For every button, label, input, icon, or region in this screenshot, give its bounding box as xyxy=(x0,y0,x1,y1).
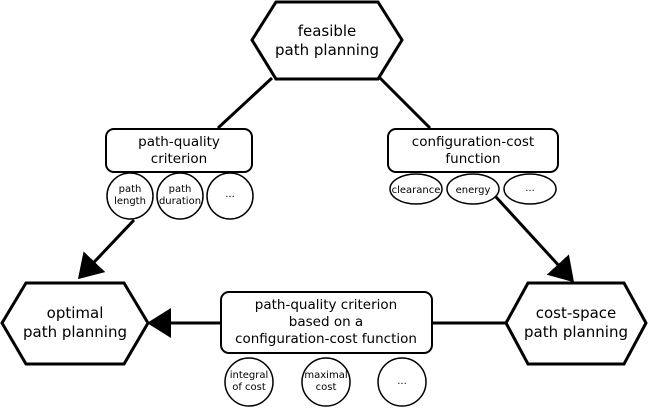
example-config-cost-more xyxy=(504,174,556,204)
node-cost-space-path-planning xyxy=(506,283,646,364)
svg-text:pathlength: path length xyxy=(114,184,146,207)
svg-text:path-quality criterionbased on: path-quality criterion based on a configuration-cost function xyxy=(235,297,417,347)
edge-path-quality-to-optimal xyxy=(80,220,134,277)
box-configuration-cost-function xyxy=(388,129,558,172)
example-energy xyxy=(447,174,499,204)
svg-text:cost-spacepath planning: cost-space path planning xyxy=(524,304,628,341)
svg-text:pathduration: path duration xyxy=(158,184,202,207)
example-combined-more xyxy=(378,358,426,406)
svg-text:...: ... xyxy=(225,189,235,200)
box-combined-criterion xyxy=(221,292,432,353)
svg-text:...: ... xyxy=(525,183,535,194)
svg-text:feasiblepath planning: feasible path planning xyxy=(275,22,379,59)
box-path-quality-criterion xyxy=(106,129,252,172)
svg-text:integralof cost: integral of cost xyxy=(229,370,269,393)
svg-text:clearance: clearance xyxy=(391,185,441,196)
node-feasible-path-planning xyxy=(252,2,402,79)
example-path-length xyxy=(107,173,153,219)
node-optimal-path-planning xyxy=(2,283,148,364)
example-path-quality-more xyxy=(207,173,253,219)
svg-text:maximalcost: maximal cost xyxy=(304,370,348,393)
example-maximal-cost xyxy=(302,358,350,406)
svg-text:...: ... xyxy=(397,376,407,387)
edge-config-cost-to-cost-space xyxy=(496,197,572,280)
svg-text:configuration-costfunction: configuration-cost function xyxy=(411,134,535,167)
edge-feasible-to-config-cost xyxy=(380,78,430,128)
svg-text:energy: energy xyxy=(455,185,491,196)
example-clearance xyxy=(390,174,442,204)
example-integral-of-cost xyxy=(225,358,273,406)
svg-text:path-qualitycriterion: path-quality criterion xyxy=(138,134,220,167)
example-path-duration xyxy=(157,173,203,219)
edge-feasible-to-path-quality xyxy=(218,78,272,128)
svg-text:optimalpath planning: optimal path planning xyxy=(23,304,127,341)
